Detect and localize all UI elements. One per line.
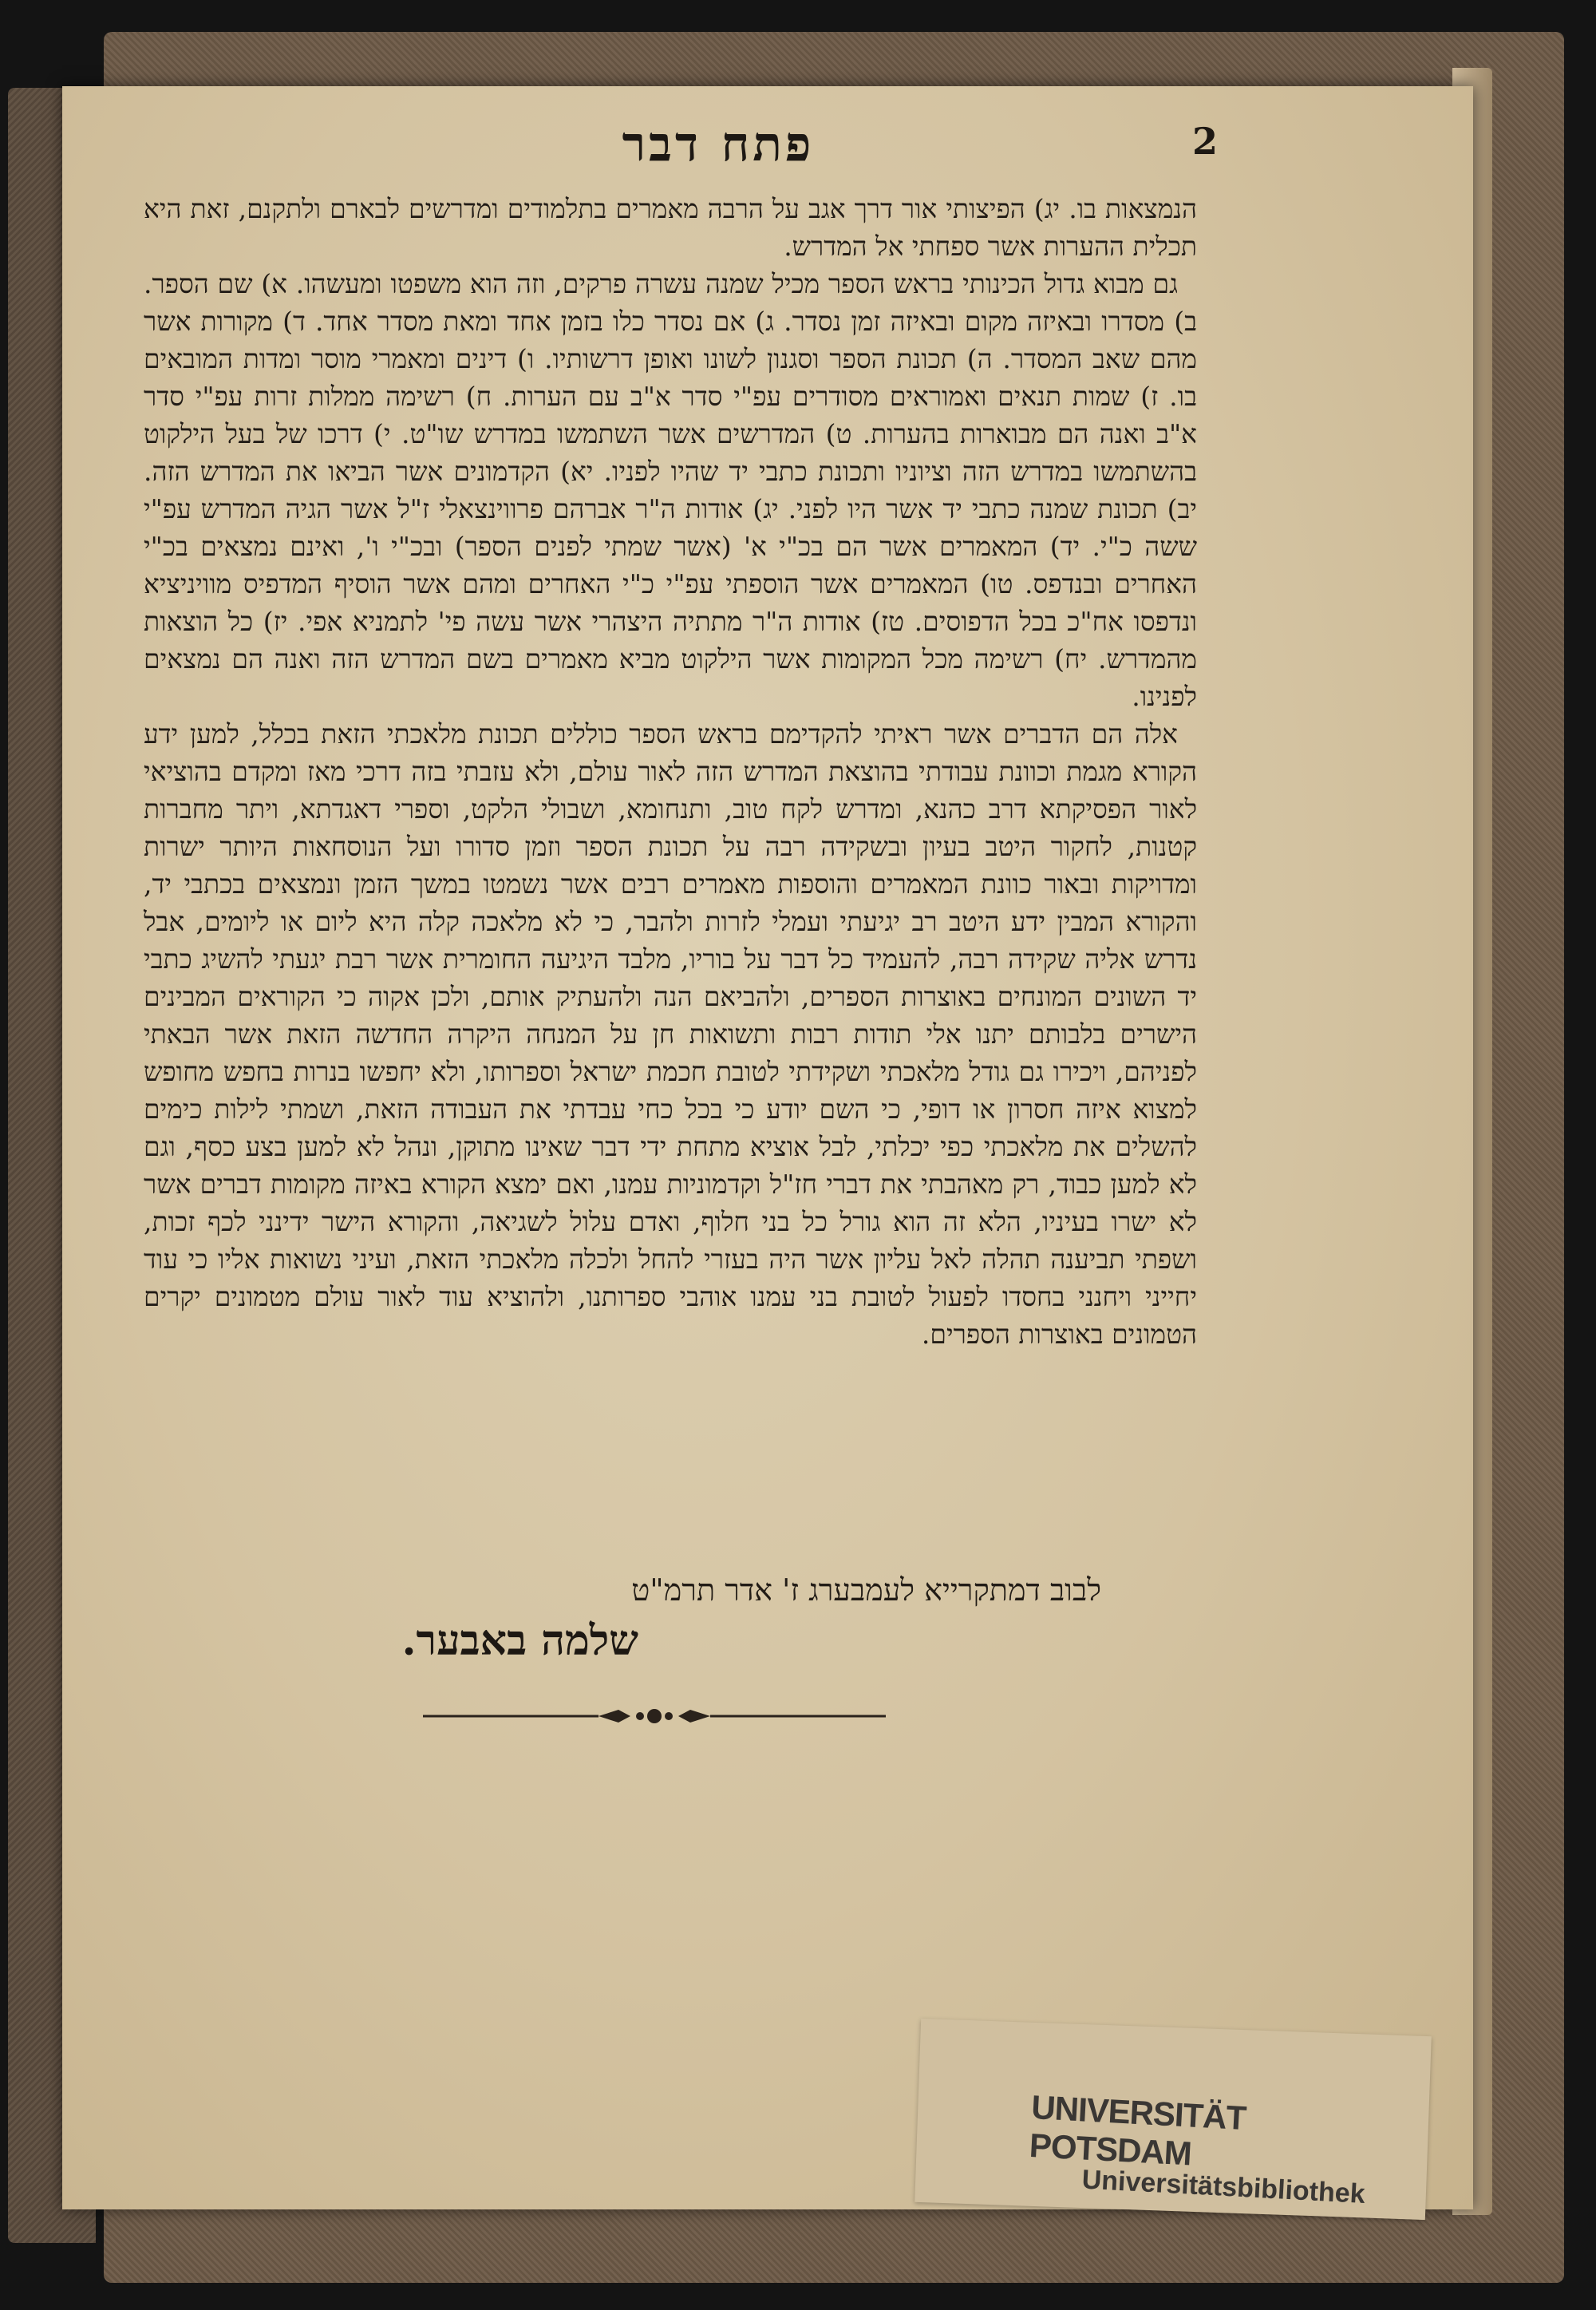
- paragraph-2: גם מבוא גדול הכינותי בראש הספר מכיל שמנה עשרה פרקים, וזה הוא משפטו ומעשהו. א) שם הספר. ב) מסדרו ובאיזה מקום ובאיזה זמן נסדר. ג) אם נסדר כלו בזמן אחד ומאת מסדר אחד. ד) מקורות אשר מהם שאב המסדר. ה) תכונת הספר וסגנון לשונו ואופן דרשותיו. ו) דינים ומאמרי מוסר ומדות המובאים בו. ז) שמות תנאים ואמוראים מסודרים עפ"י סדר א"ב עם הערות. ח) רשימה ממלות זרות עפ"י סדר א"ב ואנה הם מבוארות בהערות. ט) המדרשים אשר השתמשו במדרש שו"ט. י) דרכו של בעל הילקוט בהשתמשו במדרש הזה וציוניו ותכונת כתבי יד שהיו לפניו. יא) הקדמונים אשר הביאו את המדרש הזה. יב) תכונת שמנה כתבי יד אשר היו לפני. יג) אודות ה"ר אברהם פרווינצאלי ז"ל אשר הגיה המדרש עפ"י ששה כ"י. יד) המאמרים אשר הם בכ"י א' (אשר שמתי לפנים הספר) ובכ"י ו', ואינם נמצאים בכ"י האחרים ובנדפס. טו) המאמרים אשר הוספתי עפ"י כ"י האחרים ומהם אשר הוסיף המדפיס מוויניציא ונדפסו אח"כ בכל הדפוסים. טז) אודות ה"ר מתתיה היצהרי אשר עשה פי' לתמניא אפי. יז) כל הוצאות מהמדרש. יח) רשימה מכל המקומות אשר הילקוט מביא מאמרים בשם המדרש הזה ואנה הם נמצאים לפנינו.: [144, 268, 1197, 712]
- ornament-divider: [415, 1700, 894, 1732]
- paragraph-1: הנמצאות בו. יג) הפיצותי אור דרך אגב על הרבה מאמרים בתלמודים ומדרשים לבארם ולתקנם, זאת היא תכלית ההערות אשר ספחתי אל המדרש.: [144, 193, 1197, 262]
- stamp-line-1: UNIVERSITÄT POTSDAM: [1028, 2088, 1247, 2173]
- library-stamp: [1027, 2088, 1399, 2212]
- page-number: 2: [1191, 120, 1218, 163]
- running-head: פתח דבר: [622, 117, 815, 172]
- paragraph-3: אלה הם הדברים אשר ראיתי להקדימם בראש הספר כוללים תכונת מלאכתי הזאת בכלל, למען ידע הקורא מגמת וכוונת עבודתי בהוצאת המדרש הזה לאור עולם, ולא עזבתי בזה דרכי מאז ומקדם בהוציאי לאור הפסיקתא דרב כהנא, ומדרש לקח טוב, ותנחומא, ושבולי הלקט, וספרי דאגדתא, ויתר מחברות קטנות, לחקור היטב בעיון ובשקידה רבה על תכונת הספר וזמן סדורו ועל הנוסחאות היותר ישרות ומדויקות ובאור כוונת המאמרים והוספות מאמרים רבים אשר נשמטו במשך הזמן ונמצאים בכתבי יד, והקורא המבין ידע היטב רב יגיעתי ועמלי לזרות ולהבר, כי לא מלאכה קלה היא ליום או ליומים, אבל נדרש אליה שקידה רבה, להעמיד כל דבר על בוריו, מלבד היגיעה החומרית אשר רבת יגעתי להשיג כתבי יד השונים המונחים באוצרות הספרים, ולהביאם הנה ולהעתיק אותם, ולכן אקוה כי הקוראים המבינים הישרים בלבותם יתנו אלי תודות רבות ותשואות חן על המנחה היקרה החדשה הזאת אשר הבאתי לפניהם, ויכירו גם גודל מלאכתי ושקידתי לטובת חכמת ישראל וספרותו, ולא יחפשו בנרות בחפש מחופש למצוא איזה חסרון או דופי, כי השם יודע כי בכל כחי עבדתי את העבודה הזאת, ושמתי לילות כימים להשלים את מלאכתי כפי יכלתי, לבל אוציא מתחת ידי דבר שאינו מתוקן, ונהל לא למען בצע כסף, וגם לא למען כבוד, רק מאהבתי את דברי חז"ל וקדמוניות עמנו, ואם ימצא הקורא באיזה מקומות דברים אשר לא ישרו בעיניו, הלא זה הוא גורל כל בני חלוף, ואדם עלול לשגיאה, והקורא הישר ידינני לכף זכות, ושפתי תביענה תהלה לאל עליון אשר היה בעזרי להחל ולכלה מלאכתי הזאת, ועיני נשואות אליו כי עוד יחייני ויחנני בחסדו לפעול לטובת בני עמנו אוהבי ספרותנו, ולהוציא עוד לאור עולם מטמונים יקרים הטמונים באוצרות הספרים.: [144, 718, 1197, 1350]
- stamp-line-2: Universitätsbibliothek: [1080, 2164, 1366, 2210]
- body-text: [144, 190, 1197, 1353]
- signature-name: שלמה באבער.: [401, 1616, 638, 1665]
- signature-place-date: לבוב דמתקרייא לעמבערג ז' אדר תרמ"ט: [631, 1572, 1101, 1608]
